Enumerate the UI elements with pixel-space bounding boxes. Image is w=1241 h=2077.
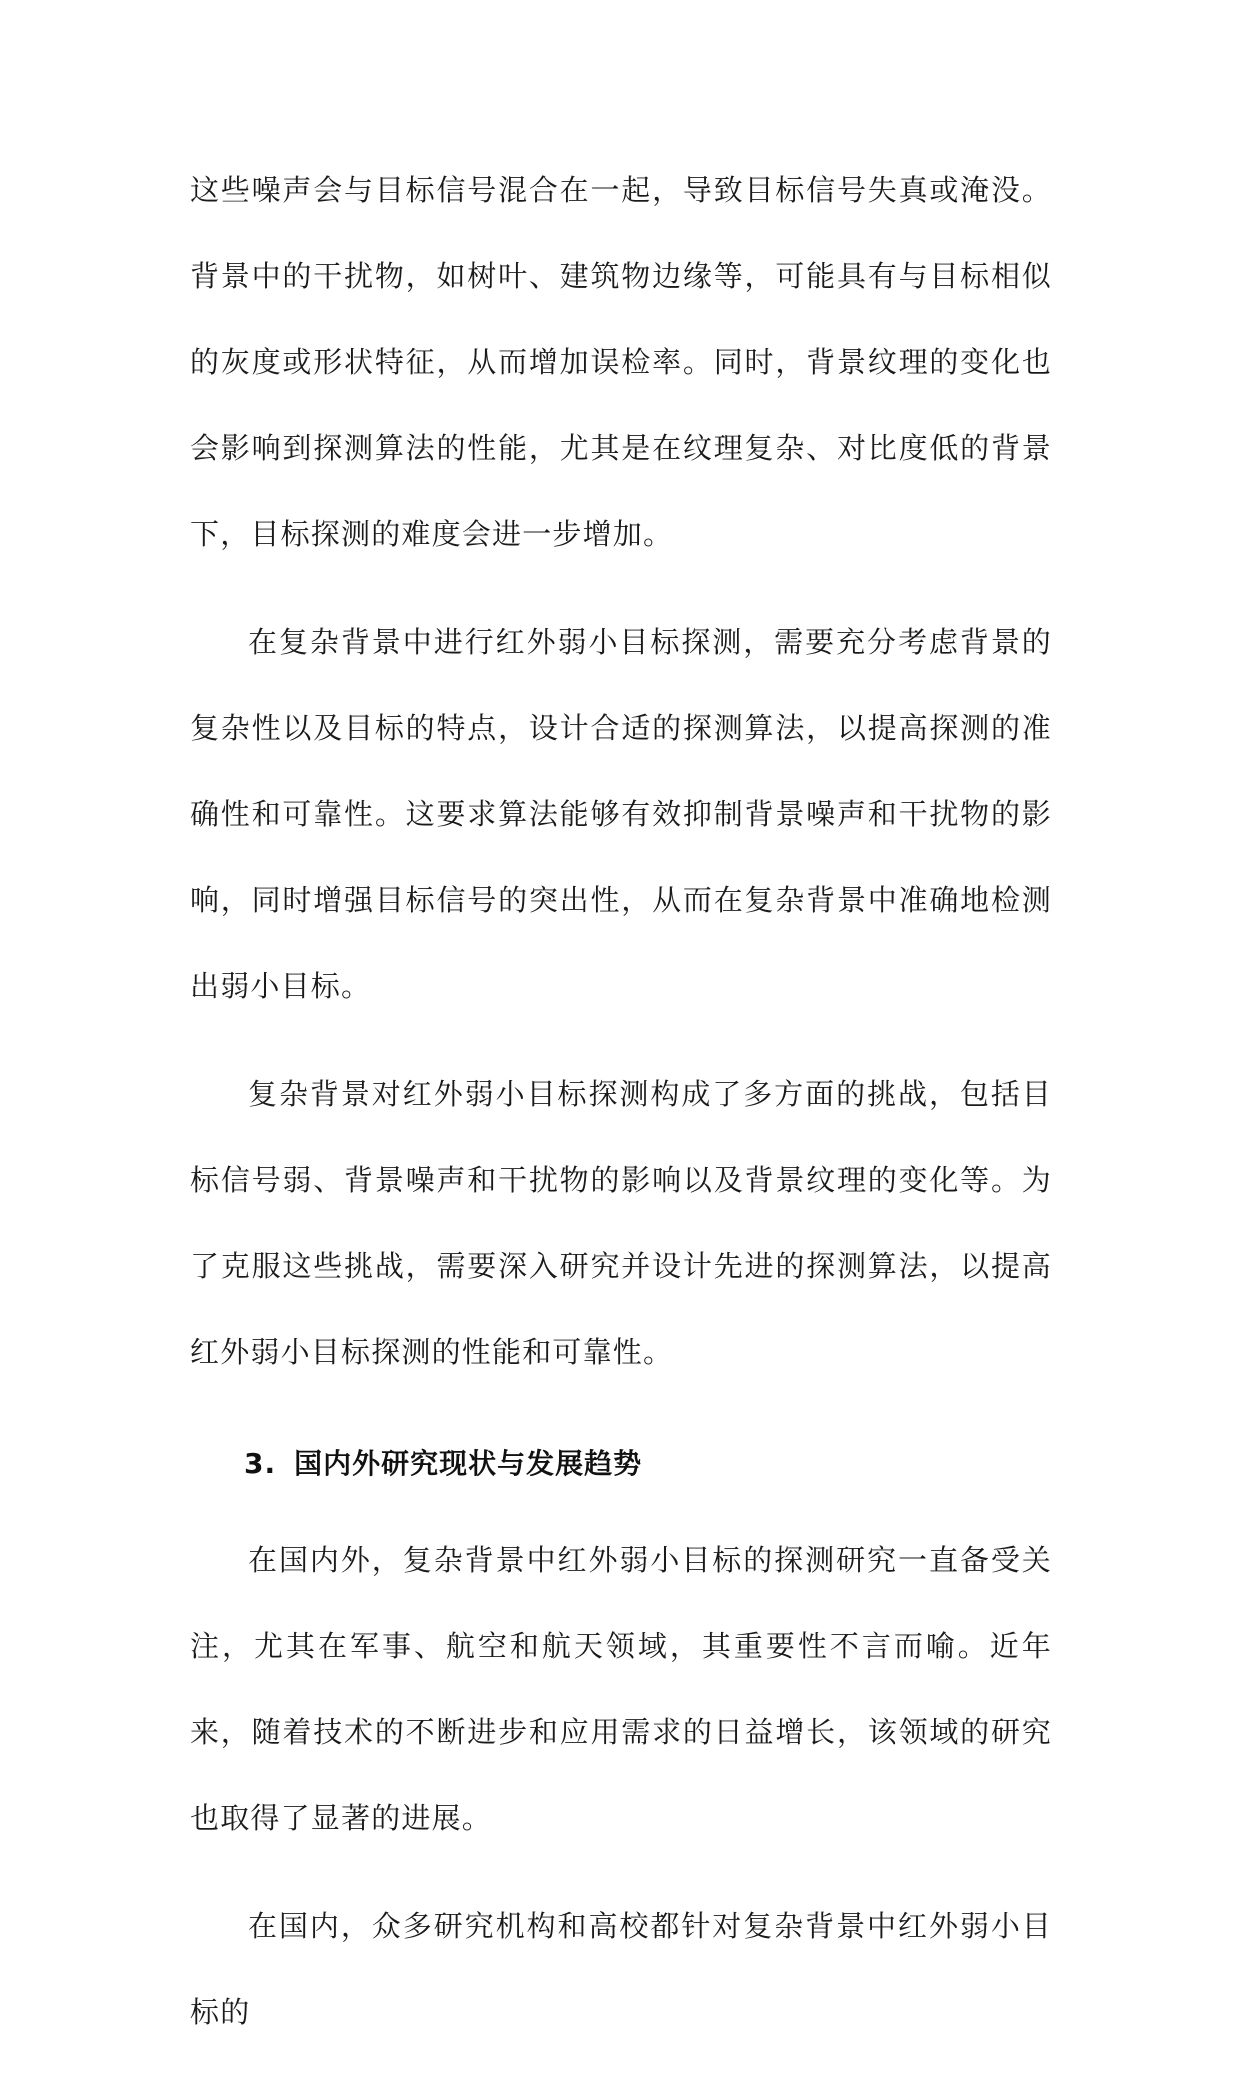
section-number: 3.	[244, 1447, 277, 1480]
paragraph-continued: 这些噪声会与目标信号混合在一起，导致目标信号失真或淹没。背景中的干扰物，如树叶、建筑物边缘等，可能具有与目标相似的灰度或形状特征，从而增加误检率。同时，背景纹理的变化也会影响到探测算法的性能，尤其是在纹理复杂、对比度低的背景下，目标探测的难度会进一步增加。	[190, 173, 1052, 551]
paragraph: 在国内，众多研究机构和高校都针对复杂背景中红外弱小目标的	[190, 1909, 1052, 2029]
document-body	[190, 147, 1052, 2077]
paragraph: 在复杂背景中进行红外弱小目标探测，需要充分考虑背景的复杂性以及目标的特点，设计合适的探测算法，以提高探测的准确性和可靠性。这要求算法能够有效抑制背景噪声和干扰物的影响，同时增强目标信号的突出性，从而在复杂背景中准确地检测出弱小目标。	[190, 625, 1052, 1003]
paragraph: 复杂背景对红外弱小目标探测构成了多方面的挑战，包括目标信号弱、背景噪声和干扰物的影响以及背景纹理的变化等。为了克服这些挑战，需要深入研究并设计先进的探测算法，以提高红外弱小目标探测的性能和可靠性。	[190, 1077, 1052, 1369]
section-title: 国内外研究现状与发展趋势	[294, 1447, 643, 1480]
paragraph: 在国内外，复杂背景中红外弱小目标的探测研究一直备受关注，尤其在军事、航空和航天领域，其重要性不言而喻。近年来，随着技术的不断进步和应用需求的日益增长，该领域的研究也取得了显著的进展。	[190, 1543, 1052, 1835]
section-heading	[190, 1421, 1052, 1507]
